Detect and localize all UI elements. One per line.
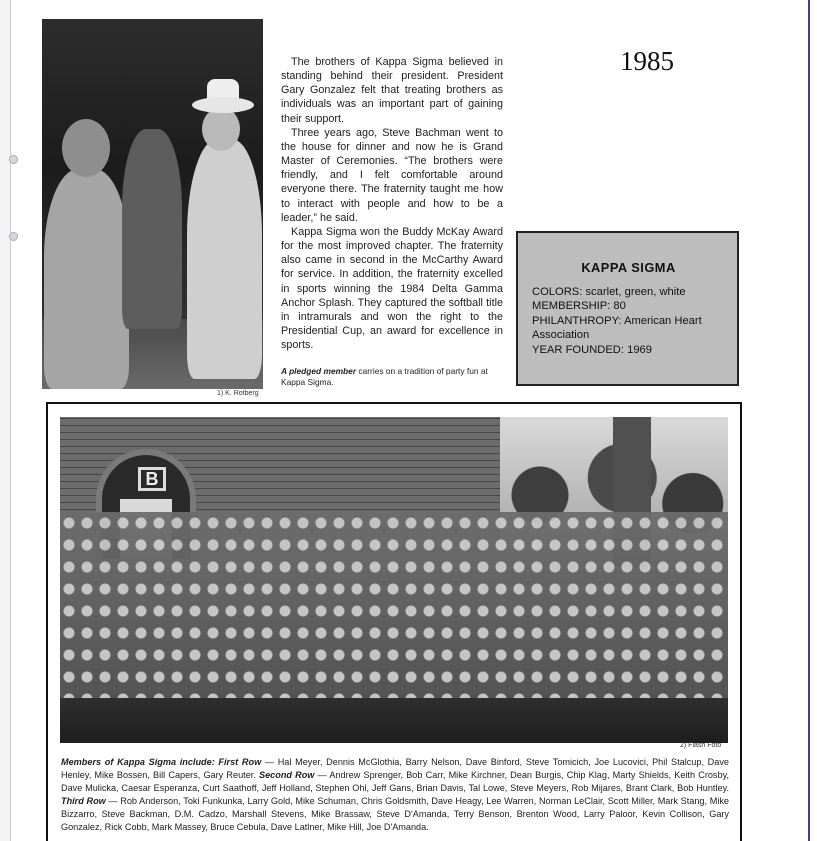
- caption-lead: A pledged member: [281, 366, 357, 376]
- article-paragraph: Three years ago, Steve Bachman went to the house for dinner and now he is Grand Master of Ceremonies. “The brothers were friendly, and I felt comfortable around everyone there. The fraternity taught me how to interact with people and how to be a leader,” he said.: [281, 126, 503, 224]
- year-label: 1985: [620, 46, 674, 76]
- photo-credit: 2) Flash Foto: [680, 742, 722, 749]
- article-paragraph: Kappa Sigma won the Buddy McKay Award for the most improved chapter. The fraternity also came in second in the McCarthy Award for service. In addition, the fraternity excelled in sports winning the 1984 Delta Gamma Anchor Splash. They captured the softball title in intramurals and won the right to the Presidential Cup, an award for excellence in sports.: [281, 225, 503, 352]
- dancer-woman: [44, 169, 129, 389]
- greek-letter-sign: B: [138, 467, 166, 491]
- dancer-man: [187, 139, 262, 379]
- members-second-label: Second Row: [259, 770, 315, 780]
- dancer-man-head: [202, 107, 240, 151]
- info-founded: YEAR FOUNDED: 1969: [532, 343, 652, 356]
- members-second-row: — Andrew Sprenger, Bob Carr, Mike Kirchner, Dean Burgis, Chip Klag, Marty Shields, Keith Crosby, Dave Mulicka, Caesar Esperanza, Curt Saathoff, Jeff Holland, Stephen Ohl, Jeff Gans, Brian Davis, Tal Lowe, Steve Meyers, Rob Mijares, Brant Clark, Bob Huntley.: [61, 770, 729, 793]
- members-third-row: — Rob Anderson, Toki Funkunka, Larry Gold, Mike Schuman, Chris Goldsmith, Dave Heagy, Lee Warren, Norman LeClair, Scott Miller, Mark Stang, Mike Bizzarro, Steve Backman, D.M. Cadzo, Marshall Stevens, Mike Brassaw, Steve D'Amanda, Terry Benson, Brenton Wood, Larry Paloor, Kevin Collison, Gary Gonzalez, Rick Cobb, Mark Massey, Bruce Cebula, Dave Latlner, Mike Hill, Joe D'Amanda.: [61, 796, 729, 832]
- group-members: [60, 512, 728, 712]
- binding-hole: [9, 232, 18, 241]
- members-third-label: Third Row: [61, 796, 106, 806]
- members-lead: Members of Kappa Sigma include: First Row: [61, 757, 262, 767]
- party-photo: [42, 19, 263, 389]
- lawn: [60, 698, 728, 743]
- photo-credit: 1) K. Rotberg: [217, 390, 259, 397]
- info-membership: MEMBERSHIP: 80: [532, 300, 626, 312]
- dancer-woman-head: [62, 119, 110, 177]
- page-right-edge: [808, 0, 817, 841]
- binding-hole: [9, 155, 18, 164]
- caption-text: carries on a tradition of party fun at Kappa Sigma.: [281, 366, 488, 387]
- article-paragraph: The brothers of Kappa Sigma believed in standing behind their president. President Gary Gonzalez felt that treating brothers as individuals was an important part of gaining their support.: [281, 56, 503, 125]
- hat-brim: [192, 97, 254, 113]
- article-body: [281, 55, 503, 352]
- members-first-row: — Hal Meyer, Dennis McGlothia, Barry Nelson, Dave Binford, Steve Tomicich, Joe Lucovici, Phil Stalcup, Dave Henley, Mike Bossen, Bill Capers, Gary Reuter.: [61, 757, 729, 780]
- page-left-edge: [0, 0, 11, 841]
- info-colors: COLORS: scarlet, green, white: [532, 285, 686, 298]
- photo-caption: [281, 366, 503, 388]
- info-philanthropy: PHILANTHROPY: American Heart Association: [532, 314, 702, 341]
- background-people: [122, 129, 182, 329]
- group-photo: [60, 417, 728, 743]
- members-caption: [61, 756, 729, 834]
- fraternity-info-box: [516, 231, 739, 386]
- info-box-title: KAPPA SIGMA: [581, 260, 676, 275]
